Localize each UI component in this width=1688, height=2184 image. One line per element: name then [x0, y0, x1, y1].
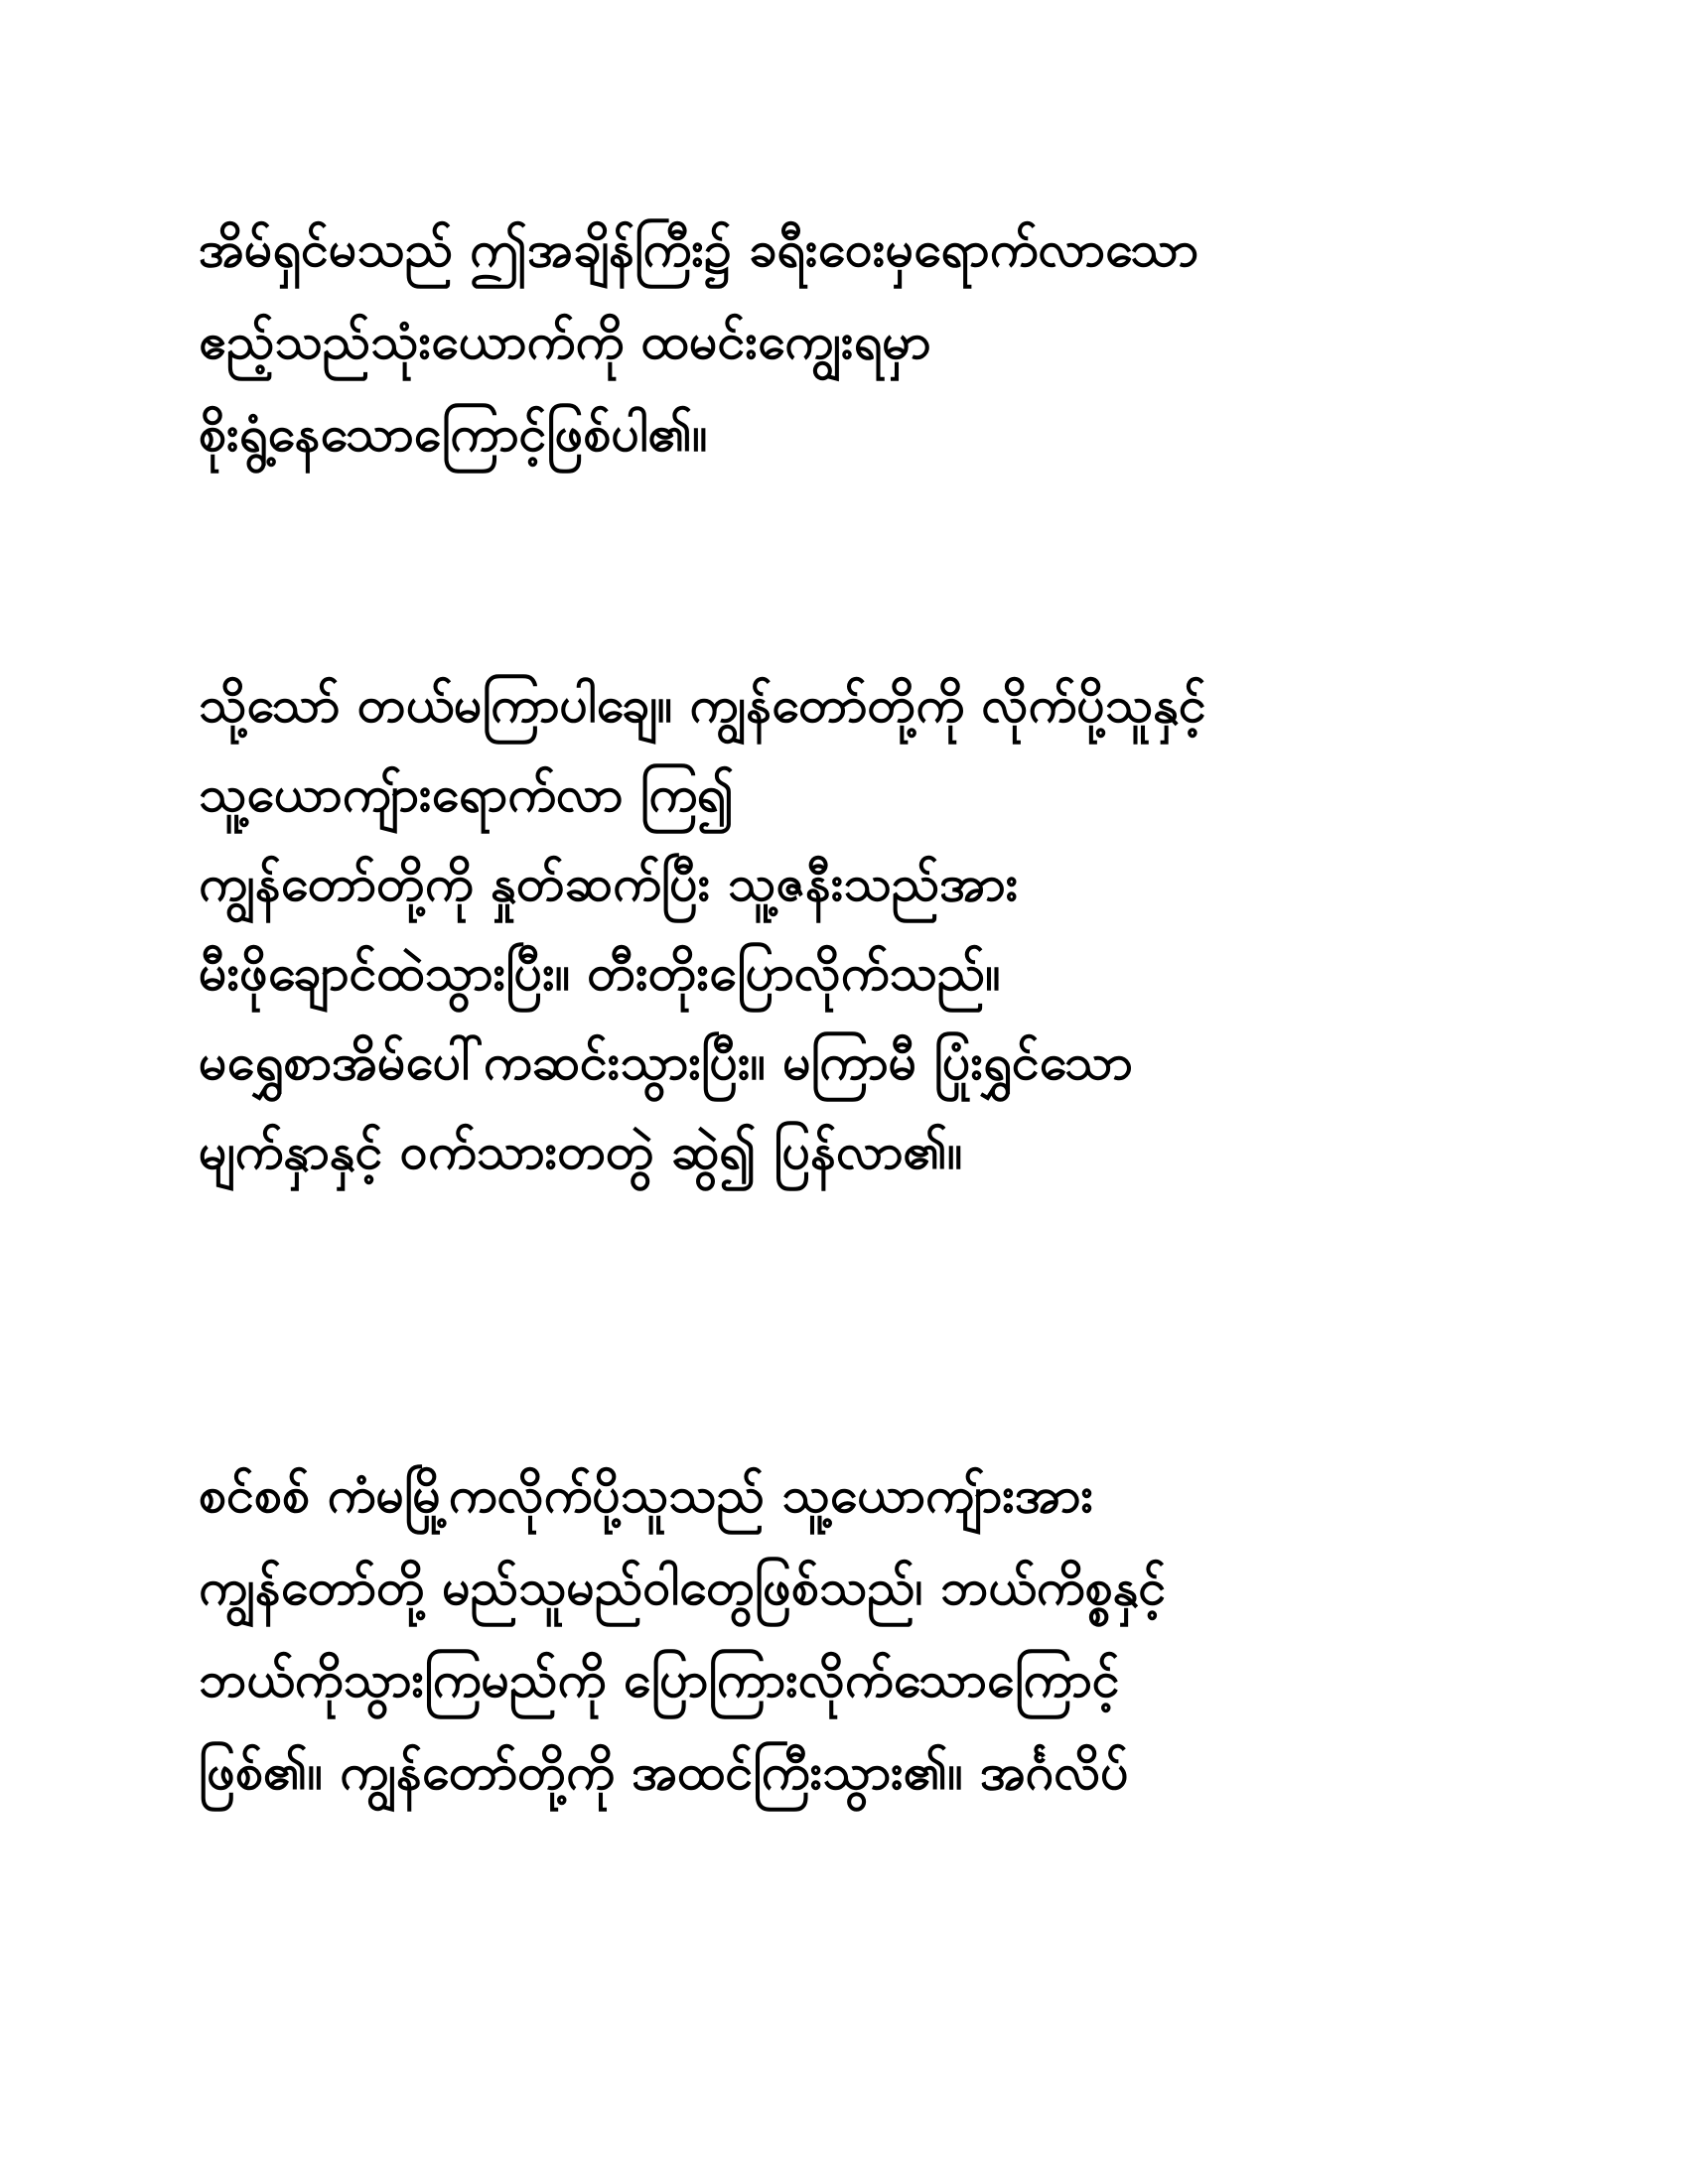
text-line: ဖြစ်၏။ ကျွန်တော်တို့ကို အထင်ကြီးသွား၏။ အင်္ဂလိပ် — [199, 1743, 1129, 1801]
text-line: အိမ်ရှင်မသည် ဤအချိန်ကြီး၌ ခရီးဝေးမှရောက်လာသော — [199, 220, 1199, 278]
text-line: သူ့ယောကျ်ားရောက်လာ ကြ၍ — [199, 765, 735, 823]
text-line: မရွှေစာအိမ်ပေါ်ကဆင်းသွားပြီး။ မကြာမီ ပြုံးရွှင်သော — [199, 1033, 1133, 1091]
text-line: မျက်နှာနှင့် ဝက်သားတတွဲ ဆွဲ၍ ပြန်လာ၏။ — [199, 1123, 963, 1180]
text-line: စင်စစ် ကံမမြို့ကလိုက်ပို့သူသည် သူ့ယောကျ်ားအား — [199, 1466, 1094, 1524]
text-line: ဘယ်ကိုသွားကြမည်ကို ပြောကြားလိုက်သောကြောင့် — [199, 1651, 1120, 1708]
text-line: ကျွန်တော်တို့ မည်သူမည်ဝါတွေဖြစ်သည်၊ ဘယ်ကိစ္စနှင့် — [199, 1559, 1167, 1616]
text-line: သို့သော် တယ်မကြာပါချေ။ ကျွန်တော်တို့ကို လိုက်ပို့သူနှင့် — [199, 676, 1206, 734]
text-line: မီးဖိုချောင်ထဲသွားပြီး။ တီးတိုးပြောလိုက်သည်။ — [199, 944, 1001, 1002]
paragraph-3 — [199, 1449, 1489, 1819]
text-line: စိုးရွံ့နေသောကြောင့်ဖြစ်ပါ၏။ — [199, 405, 708, 463]
text-line: ဧည့်သည်သုံးယောက်ကို ထမင်းကျွေးရမှာ — [199, 313, 931, 370]
text-line: ကျွန်တော်တို့ကို နှုတ်ဆက်ပြီး သူ့ဇနီးသည်အား — [199, 855, 1019, 912]
paragraph-1 — [199, 204, 1489, 480]
paragraph-2 — [199, 660, 1489, 1196]
